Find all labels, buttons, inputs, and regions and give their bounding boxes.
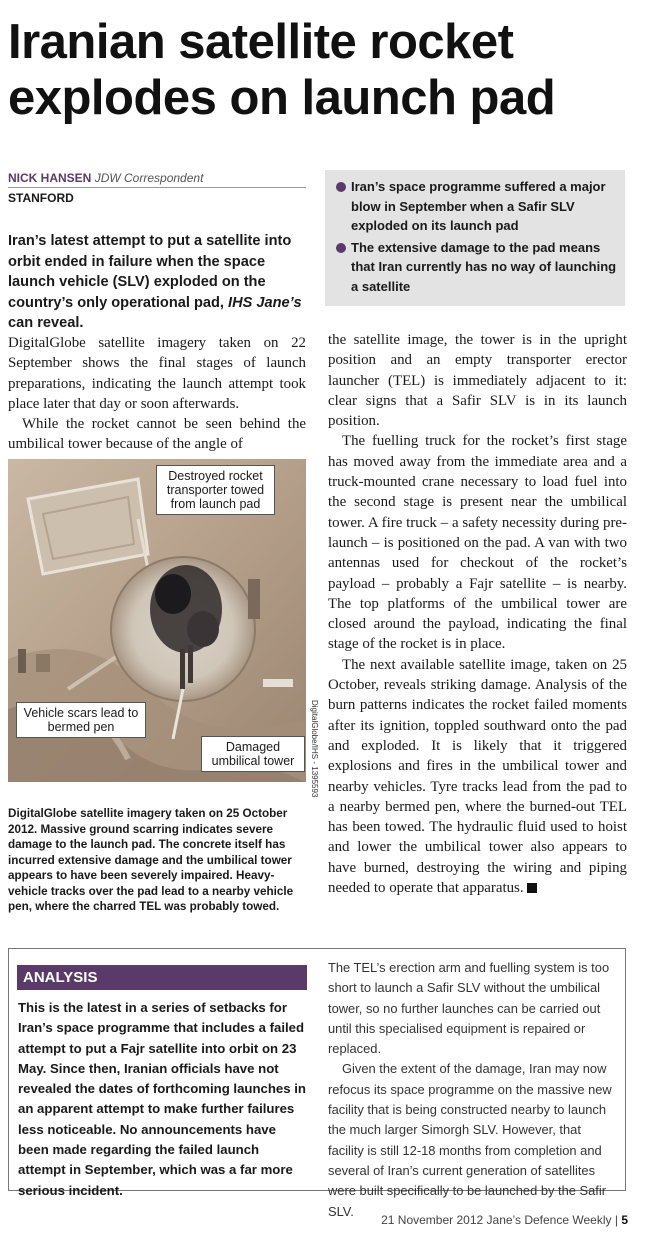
byline (8, 171, 306, 188)
body-paragraph: The fuelling truck for the rocket’s first stage has moved away from the immediate area and a truck-mounted crane necessary to load fuel into the second stage is present near the umbilical tower. A fire truck – a safety necessity during pre-launch – is positioned on the pad. A van with two antennas used for checkout of the rocket’s payload – probably a Fajr satellite – is nearby. The top platforms of the umbilical tower are closed around the payload, indicating the final stage of the rocket is in place. (328, 433, 627, 653)
body-paragraph: DigitalGlobe satellite imagery taken on 22 September shows the final stages of launch preparations, indicating the launch attempt took place later that day or soon afterwards. (8, 335, 306, 412)
analysis-paragraph: Given the extent of the damage, Iran may now refocus its space programme on the massive new facility that is being constructed nearby to launch the much larger Simorgh SLV. However, that facility is still 12-18 months from completion and several of Iran’s current generation of satellites were built specifically to be launched by the Safir SLV. (328, 1061, 612, 1219)
byline-name: NICK HANSEN (8, 171, 92, 185)
analysis-lead: This is the latest in a series of setbacks for Iran’s space programme that includes a failed attempt to put a Fajr satellite into orbit on 23 May. Since then, Iranian officials have not revealed the dates of forthcoming launches in an apparent attempt to make further failures less noticeable. No announcements have been made regarding the failed launch attempt in September, which was a far more serious incident. (18, 1000, 306, 1198)
body-paragraph: While the rocket cannot be seen behind the umbilical tower because of the angle of (8, 416, 306, 453)
footer-date: 21 November 2012 (381, 1213, 484, 1227)
summary-text: Iran’s space programme suffered a major blow in September when a Safir SLV exploded on its launch pad (351, 179, 606, 233)
summary-item (325, 177, 625, 236)
standfirst-end: can reveal. (8, 315, 84, 332)
analysis-paragraph: The TEL’s erection arm and fuelling system is too short to launch a Safir SLV without the umbilical tower, so no further launches can be carried out until this specialised equipment is repaired or replaced. (328, 960, 610, 1057)
standfirst (8, 231, 306, 334)
body-column-2 (328, 330, 627, 898)
dateline: STANFORD (8, 191, 74, 205)
page-footer (381, 1213, 628, 1227)
body-paragraph: the satellite image, the tower is in the upright position and an empty transporter erector launcher (TEL) is immediately adjacent to it: clear signs that a Safir SLV is in its launch position. (328, 332, 627, 430)
summary-item (325, 238, 625, 297)
footer-publication: Jane’s Defence Weekly (486, 1213, 612, 1227)
callout-transporter: Destroyed rocket transporter towed from launch pad (156, 465, 275, 515)
standfirst-publication: IHS Jane’s (228, 294, 302, 311)
body-paragraph (328, 655, 627, 899)
callout-umbilical-tower: Damaged umbilical tower (201, 736, 305, 772)
summary-text: The extensive damage to the pad means that Iran currently has no way of launching a satellite (351, 239, 617, 294)
end-mark-icon (527, 883, 537, 893)
body-column-1 (8, 333, 306, 455)
callout-vehicle-scars: Vehicle scars lead to bermed pen (16, 702, 146, 738)
bullet-icon (336, 243, 346, 253)
photo-caption: DigitalGlobe satellite imagery taken on 25 October 2012. Massive ground scarring indicates severe damage to the launch pad. The concrete itself has incurred extensive damage and the umbilical tower appears to have been severely impaired. Heavy-vehicle tracks over the pad lead to a nearby vehicle pen, where the charred TEL was probably towed. (8, 807, 294, 913)
byline-role: JDW Correspondent (94, 171, 204, 185)
bullet-icon (336, 182, 346, 192)
page-number: 5 (621, 1213, 628, 1227)
summary-box (325, 170, 625, 306)
footer-separator: | (614, 1213, 618, 1227)
analysis-heading: ANALYSIS (17, 965, 307, 990)
analysis-body (328, 958, 618, 1222)
standfirst-text: Iran’s latest attempt to put a satellite into orbit ended in failure when the space launch vehicle (SLV) exploded on the country’s only operational pad, (8, 233, 292, 311)
headline: Iranian satellite rocket explodes on launch pad (8, 15, 556, 125)
photo-credit: DigitalGlobe/IHS - 1395593 (310, 700, 319, 798)
body-paragraph-text: The next available satellite image, taken on 25 October, reveals striking damage. Analysis of the burn patterns indicates the rocket failed moments after its ignition, toppled southward onto the pad and exploded. It is likely that it triggered explosions and fires in the umbilical tower and nearby vehicles. Tyre tracks lead from the pad to a nearby bermed pen, where the burned-out TEL has been towed. The hydraulic fluid used to hoist and lower the umbilical tower also appears to have burned, destroying the wiring and piping needed to operate that apparatus. (328, 656, 627, 897)
satellite-image (8, 459, 306, 782)
